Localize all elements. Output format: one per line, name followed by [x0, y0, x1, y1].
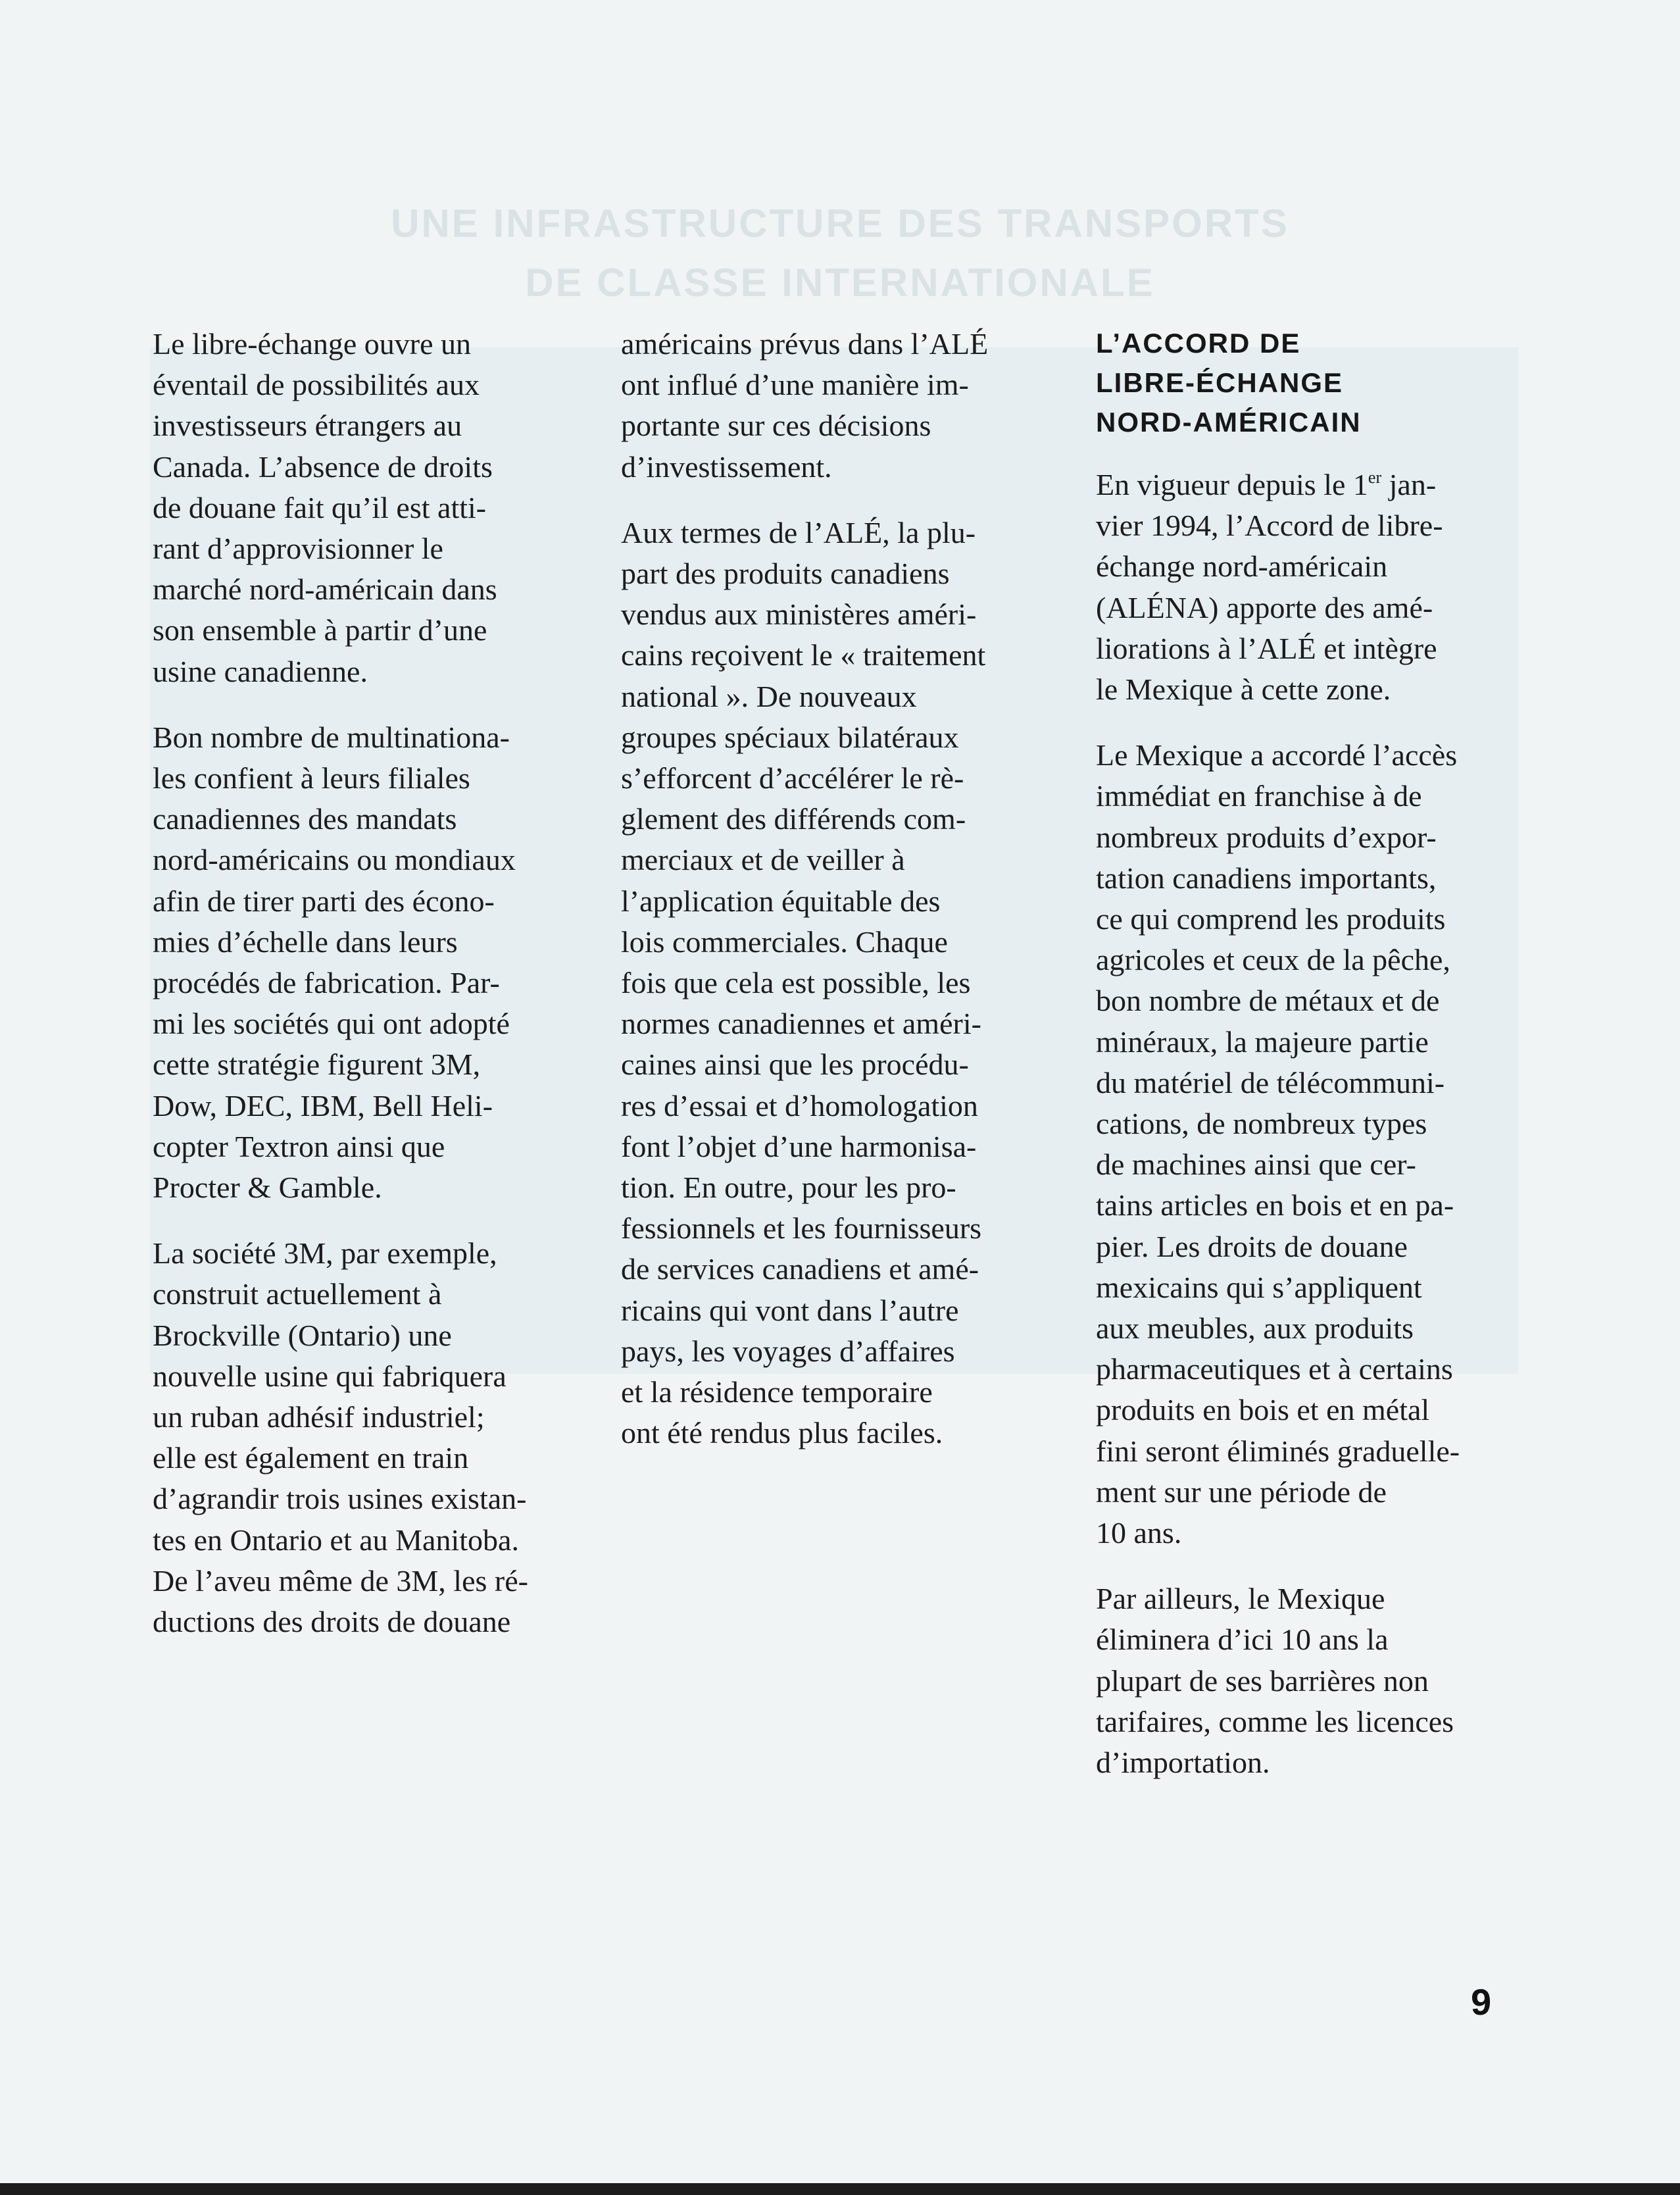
text-line: Procter & Gamble.: [153, 1171, 382, 1205]
text-line: canadiennes des mandats: [153, 802, 457, 836]
text-line: du matériel de télécommuni-: [1096, 1065, 1445, 1099]
text-line: marché nord-américain dans: [153, 572, 497, 607]
text-line: d’agrandir trois usines existan-: [153, 1482, 527, 1516]
text-line: aux meubles, aux produits: [1096, 1311, 1414, 1346]
text-line: lois commerciales. Chaque: [621, 924, 948, 959]
text-line: investisseurs étrangers au: [153, 409, 462, 443]
text-line: rant d’approvisionner le: [153, 532, 443, 566]
text-line: fessionnels et les fournisseurs: [621, 1211, 982, 1246]
text-line: de machines ainsi que cer-: [1096, 1148, 1416, 1182]
text-line: éliminera d’ici 10 ans la: [1096, 1623, 1389, 1657]
text-line: ment sur une période de: [1096, 1475, 1387, 1509]
text-column-1: [153, 324, 528, 1667]
text-line: tains articles en bois et en pa-: [1096, 1188, 1454, 1223]
text-line: mi les sociétés qui ont adopté: [153, 1007, 510, 1041]
heading-line: NORD-AMÉRICAIN: [1096, 407, 1362, 438]
paragraph: [621, 324, 1035, 488]
text-line: cette stratégie figurent 3M,: [153, 1047, 481, 1082]
text-line: ricains qui vont dans l’autre: [621, 1293, 959, 1327]
heading-line: L’ACCORD DE: [1096, 328, 1301, 359]
text-line: De l’aveu même de 3M, les ré-: [153, 1563, 528, 1598]
text-line: Le libre-échange ouvre un: [153, 327, 472, 361]
text-line: Dow, DEC, IBM, Bell Heli-: [153, 1088, 493, 1123]
text-line: liorations à l’ALÉ et intègre: [1096, 631, 1437, 665]
text-line: s’efforcent d’accélérer le rè-: [621, 761, 964, 795]
text-line: américains prévus dans l’ALÉ: [621, 327, 989, 361]
text-line: nord-américains ou mondiaux: [153, 843, 516, 877]
text-line: cations, de nombreux types: [1096, 1107, 1427, 1141]
text-line: (ALÉNA) apporte des amé-: [1096, 590, 1433, 624]
text-line: ce qui comprend les produits: [1096, 902, 1446, 936]
text-line: ont été rendus plus faciles.: [621, 1416, 943, 1450]
ordinal-superscript: er: [1368, 468, 1382, 487]
text-line: La société 3M, par exemple,: [153, 1236, 497, 1271]
text-line: nombreux produits d’expor-: [1096, 820, 1437, 854]
text-line: fois que cela est possible, les: [621, 966, 971, 1000]
text-line: échange nord-américain: [1096, 549, 1388, 584]
text-line: pharmaceutiques et à certains: [1096, 1352, 1453, 1386]
text-line: font l’objet d’une harmonisa-: [621, 1129, 977, 1163]
section-heading: [1096, 324, 1510, 442]
text-line: immédiat en franchise à de: [1096, 779, 1422, 813]
text-line: mexicains qui s’appliquent: [1096, 1270, 1422, 1304]
text-line: groupes spéciaux bilatéraux: [621, 720, 959, 754]
text-line: Bon nombre de multinationa-: [153, 720, 510, 754]
text-column-2: [621, 324, 1035, 1478]
text-line: 10 ans.: [1096, 1516, 1182, 1550]
text-line: vendus aux ministères améri-: [621, 597, 977, 632]
text-line: mies d’échelle dans leurs: [153, 924, 458, 959]
bottom-edge-bar: [0, 2183, 1680, 2195]
paragraph: [1096, 1578, 1510, 1783]
column-3-paragraphs: [1096, 735, 1510, 1783]
text-line: et la résidence temporaire: [621, 1375, 933, 1409]
text-line: son ensemble à partir d’une: [153, 613, 487, 647]
text-line: tion. En outre, pour les pro-: [621, 1171, 956, 1205]
text-line: vier 1994, l’Accord de libre-: [1096, 509, 1443, 543]
bleed-through-title-line-1: UNE INFRASTRUCTURE DES TRANSPORTS: [391, 201, 1289, 245]
text-line: éventail de possibilités aux: [153, 368, 480, 402]
text-line: nouvelle usine qui fabriquera: [153, 1359, 506, 1393]
text-line: En vigueur depuis le 1er jan-: [1096, 468, 1437, 501]
paragraph: [153, 1233, 528, 1642]
text-line: Aux termes de l’ALÉ, la plu-: [621, 515, 976, 549]
text-line: d’importation.: [1096, 1746, 1270, 1780]
text-line: un ruban adhésif industriel;: [153, 1400, 485, 1434]
text-line: merciaux et de veiller à: [621, 843, 905, 877]
text-line: elle est également en train: [153, 1441, 469, 1475]
text-line: le Mexique à cette zone.: [1096, 672, 1391, 707]
text-line: procédés de fabrication. Par-: [153, 966, 500, 1000]
paragraph: [1096, 465, 1510, 710]
text-line: tes en Ontario et au Manitoba.: [153, 1523, 519, 1557]
text-line: Le Mexique a accordé l’accès: [1096, 738, 1458, 772]
text-line: caines ainsi que les procédu-: [621, 1047, 969, 1082]
text-line: part des produits canadiens: [621, 557, 950, 591]
text-line: plupart de ses barrières non: [1096, 1663, 1429, 1698]
text-line: construit actuellement à: [153, 1277, 442, 1311]
text-line: ductions des droits de douane: [153, 1605, 511, 1639]
text-line: d’investissement.: [621, 449, 832, 484]
text-line: normes canadiennes et améri-: [621, 1007, 981, 1041]
text-line: usine canadienne.: [153, 654, 368, 688]
page-number: 9: [1471, 1981, 1492, 2023]
text-line: glement des différends com-: [621, 802, 966, 836]
text-line: produits en bois et en métal: [1096, 1393, 1430, 1427]
text-line: portante sur ces décisions: [621, 409, 931, 443]
text-line: de douane fait qu’il est atti-: [153, 490, 487, 524]
text-line: res d’essai et d’homologation: [621, 1088, 978, 1123]
text-line: tarifaires, comme les licences: [1096, 1704, 1454, 1738]
text-line: les confient à leurs filiales: [153, 761, 470, 795]
text-line: minéraux, la majeure partie: [1096, 1024, 1429, 1059]
paragraph: [153, 717, 521, 1208]
text-line: pier. Les droits de douane: [1096, 1229, 1408, 1263]
text-line: l’application équitable des: [621, 884, 941, 918]
text-column-3: [1096, 324, 1510, 1808]
paragraph: [621, 513, 1035, 1454]
text-line: afin de tirer parti des écono-: [153, 884, 495, 918]
text-line: de services canadiens et amé-: [621, 1252, 979, 1286]
bleed-through-title-line-2: DE CLASSE INTERNATIONALE: [525, 261, 1155, 305]
text-line: national ». De nouveaux: [621, 679, 917, 713]
text-line: Par ailleurs, le Mexique: [1096, 1582, 1385, 1616]
paragraph: [1096, 735, 1510, 1553]
text-line: fini seront éliminés graduelle-: [1096, 1434, 1460, 1468]
text-line: copter Textron ainsi que: [153, 1129, 445, 1163]
text-line: tation canadiens importants,: [1096, 861, 1437, 895]
text-line: agricoles et ceux de la pêche,: [1096, 943, 1450, 977]
text-line: Canada. L’absence de droits: [153, 449, 493, 484]
text-line: ont influé d’une manière im-: [621, 368, 969, 402]
text-line: pays, les voyages d’affaires: [621, 1334, 955, 1368]
text-line: Brockville (Ontario) une: [153, 1318, 452, 1352]
heading-line: LIBRE-ÉCHANGE: [1096, 367, 1344, 398]
text-line: bon nombre de métaux et de: [1096, 984, 1440, 1018]
paragraph: [153, 324, 521, 692]
text-line: cains reçoivent le « traitement: [621, 638, 986, 672]
